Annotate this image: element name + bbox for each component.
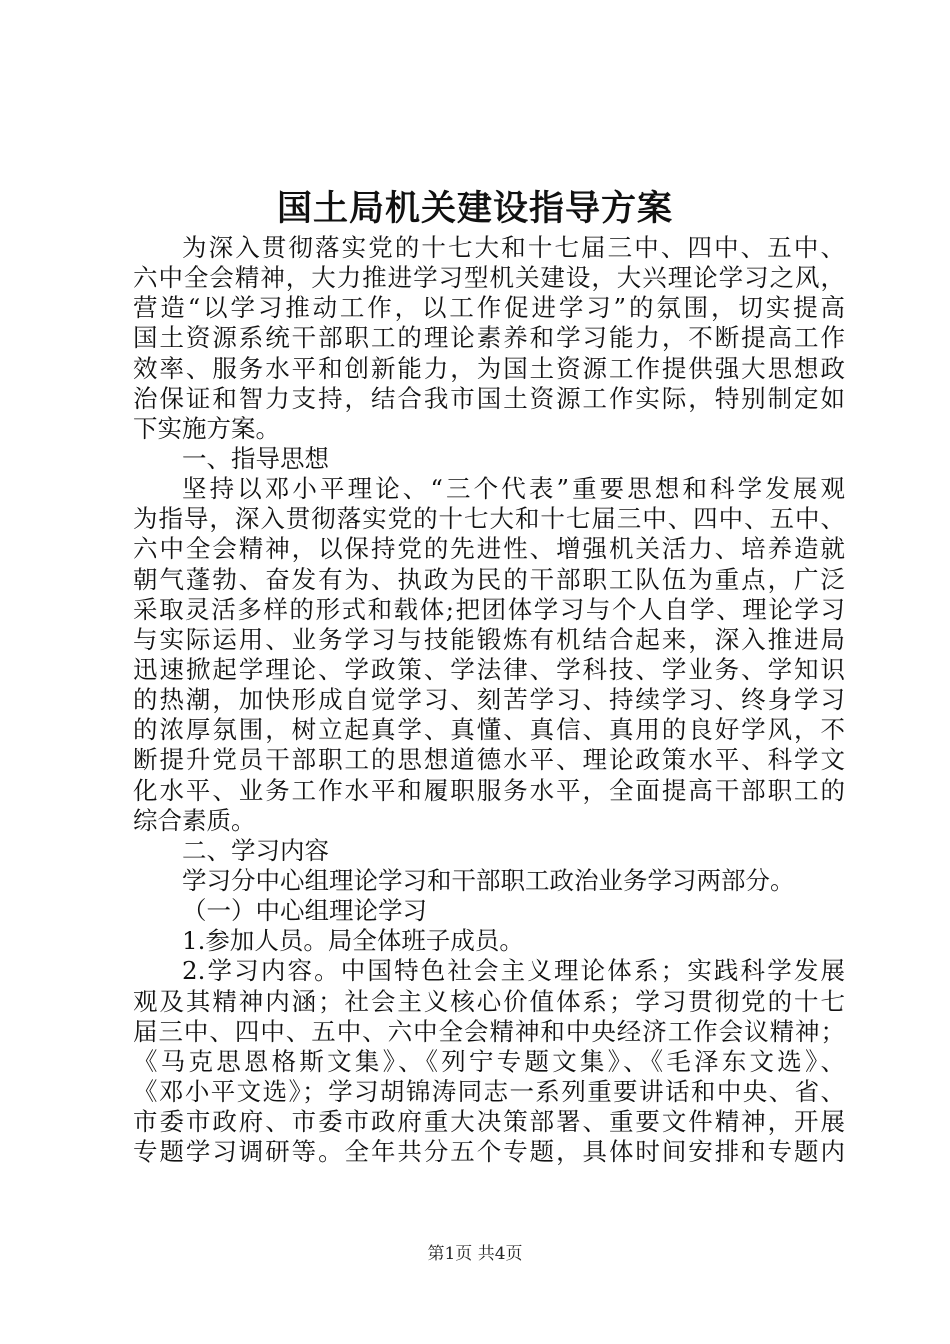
body-line: 为深入贯彻落实党的十七大和十七届三中、四中、五中、: [182, 233, 845, 262]
body-line: 六中全会精神，大力推进学习型机关建设，大兴理论学习之风，: [133, 263, 845, 293]
body-line: 化水平、业务工作水平和履职服务水平，全面提高干部职工的: [133, 775, 845, 805]
body-line: 为指导，深入贯彻落实党的十七大和十七届三中、四中、五中、: [133, 504, 845, 534]
body-line: 学习分中心组理论学习和干部职工政治业务学习两部分。: [182, 865, 795, 895]
body-line: 的热潮，加快形成自觉学习、刻苦学习、持续学习、终身学习: [133, 685, 845, 715]
body-line: 专题学习调研等。全年共分五个专题，具体时间安排和专题内: [133, 1137, 845, 1167]
body-line: 治保证和智力支持，结合我市国土资源工作实际，特别制定如: [133, 383, 845, 413]
body-line: 市委市政府、市委市政府重大决策部署、重要文件精神，开展: [133, 1107, 845, 1137]
body-line: 采取灵活多样的形式和载体;把团体学习与个人自学、理论学习: [133, 594, 845, 624]
body-line: 迅速掀起学理论、学政策、学法律、学科技、学业务、学知识: [133, 654, 845, 684]
section-heading: 二、学习内容: [182, 835, 329, 865]
body-line: 坚持以邓小平理论、“三个代表”重要思想和科学发展观: [182, 474, 845, 504]
body-line: 《马克思恩格斯文集》、《列宁专题文集》、《毛泽东文选》、: [133, 1046, 845, 1076]
body-line: 效率、服务水平和创新能力，为国土资源工作提供强大思想政: [133, 353, 845, 383]
body-line: 观及其精神内涵；社会主义核心价值体系；学习贯彻党的十七: [133, 986, 845, 1016]
body-line: 六中全会精神，以保持党的先进性、增强机关活力、培养造就: [133, 534, 845, 564]
body-line: 1.参加人员。局全体班子成员。: [182, 926, 524, 956]
body-line: 与实际运用、业务学习与技能锻炼有机结合起来，深入推进局: [133, 624, 845, 654]
body-line: 届三中、四中、五中、六中全会精神和中央经济工作会议精神；: [133, 1016, 845, 1046]
body-line: 下实施方案。: [133, 413, 280, 443]
body-line: 朝气蓬勃、奋发有为、执政为民的干部职工队伍为重点，广泛: [133, 564, 845, 594]
document-body: [133, 233, 845, 1167]
page-number: 第1页 共4页: [427, 1244, 523, 1264]
subsection-heading: （一）中心组理论学习: [182, 896, 427, 926]
body-line: 综合素质。: [133, 805, 256, 835]
document-title: 国土局机关建设指导方案: [276, 188, 673, 229]
body-line: 断提升党员干部职工的思想道德水平、理论政策水平、科学文: [133, 745, 845, 775]
body-line: 营造“以学习推动工作，以工作促进学习”的氛围，切实提高: [133, 293, 845, 323]
section-heading: 一、指导思想: [182, 443, 329, 473]
body-line: 《邓小平文选》；学习胡锦涛同志一系列重要讲话和中央、省、: [133, 1076, 845, 1106]
body-line: 国土资源系统干部职工的理论素养和学习能力，不断提高工作: [133, 323, 845, 353]
body-line: 2.学习内容。中国特色社会主义理论体系；实践科学发展: [182, 956, 845, 986]
body-line: 的浓厚氛围，树立起真学、真懂、真信、真用的良好学风，不: [133, 715, 845, 745]
